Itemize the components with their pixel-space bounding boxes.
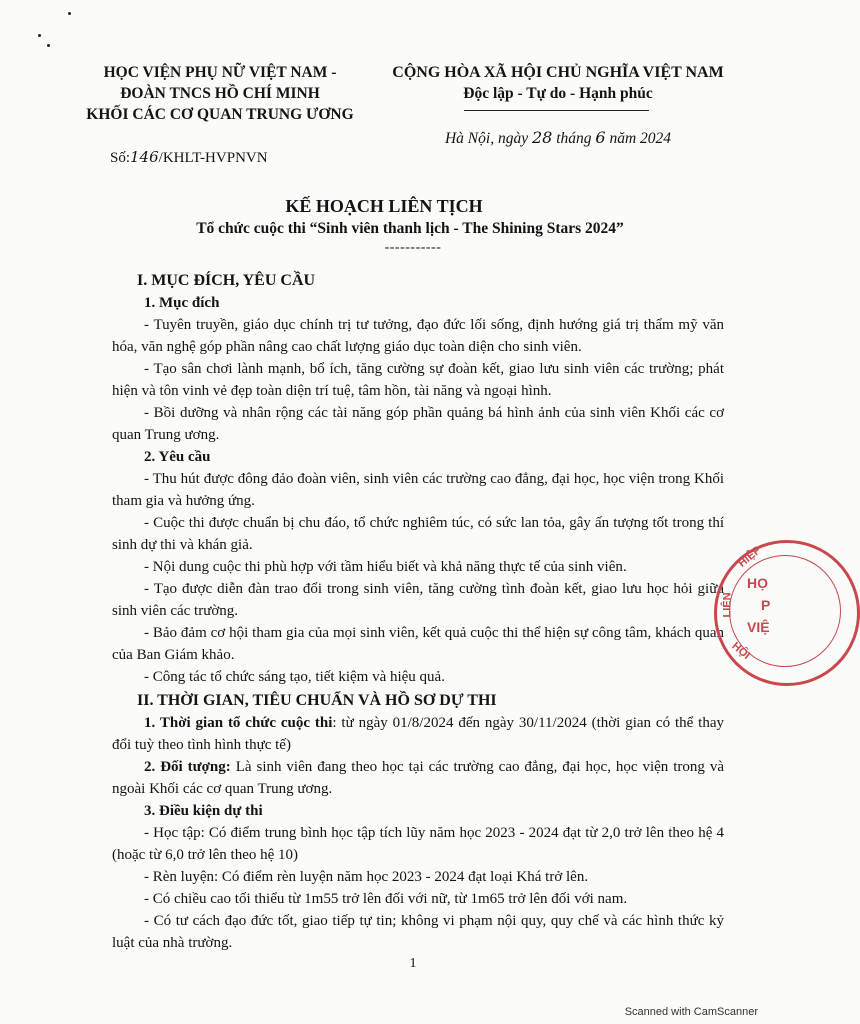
document-body xyxy=(112,268,724,954)
number-handwritten: 146 xyxy=(130,148,159,166)
date-pre: Hà Nội, ngày xyxy=(444,130,532,147)
paragraph: - Có tư cách đạo đức tốt, giao tiếp tự tin; không vi phạm nội quy, quy chế và các hình thức kỷ luật của nhà trường. xyxy=(112,913,724,951)
section-2-heading: II. THỜI GIAN, TIÊU CHUẨN VÀ HỒ SƠ DỰ THI xyxy=(137,692,497,709)
section-1-1-heading: 1. Mục đích xyxy=(144,295,220,311)
target-text: Là sinh viên đang theo học tại các trường cao đẳng, đại học, học viện trong và ngoài Khối các cơ quan Trung ương. xyxy=(112,759,725,797)
date-day: 28 xyxy=(531,128,553,147)
issuing-organization xyxy=(70,62,370,125)
date-mid: tháng xyxy=(552,130,596,147)
paragraph: - Công tác tổ chức sáng tạo, tiết kiệm và hiệu quả. xyxy=(144,669,445,685)
section-1-2-heading: 2. Yêu cầu xyxy=(144,449,211,465)
paragraph: - Có chiều cao tối thiểu từ 1m55 trở lên đối với nữ, từ 1m65 trở lên đối với nam. xyxy=(144,891,628,907)
country-name: CỘNG HÒA XÃ HỘI CHỦ NGHĨA VIỆT NAM xyxy=(392,64,724,81)
scanner-watermark: Scanned with CamScanner xyxy=(624,1006,758,1018)
national-heading xyxy=(368,62,748,104)
paragraph: - Nội dung cuộc thi phù hợp với tầm hiểu biết và khả năng thực tế của sinh viên. xyxy=(144,559,627,575)
seal-ring-top: HIỆP xyxy=(736,544,764,570)
seal-center-line-2: P xyxy=(761,597,771,613)
date-line xyxy=(368,128,748,148)
title-divider: ----------- xyxy=(384,240,442,255)
org-line-3: KHỐI CÁC CƠ QUAN TRUNG ƯƠNG xyxy=(86,106,354,123)
section-2-3-heading: 3. Điều kiện dự thi xyxy=(144,803,263,819)
page-number: 1 xyxy=(409,956,417,971)
number-prefix: Số: xyxy=(110,150,131,166)
paragraph-target xyxy=(112,756,724,800)
paragraph: - Cuộc thi được chuẩn bị chu đáo, tổ chức nghiêm túc, có sức lan tỏa, gây ấn tượng tốt trong thí sinh dự thi và khán giả. xyxy=(112,515,724,553)
target-label: 2. Đối tượng: xyxy=(144,759,231,775)
paragraph: - Học tập: Có điểm trung bình học tập tích lũy năm học 2023 - 2024 đạt từ 2,0 trở lên theo hệ 4 (hoặc từ 6,0 trở lên theo hệ 10) xyxy=(112,825,724,863)
official-seal-stamp xyxy=(714,540,860,686)
paragraph: - Tạo sân chơi lành mạnh, bổ ích, tăng cường sự đoàn kết, giao lưu sinh viên các trường; phát hiện và tôn vinh vẻ đẹp toàn diện trí tuệ, tâm hồn, tài năng và ngoại hình. xyxy=(112,361,724,399)
time-text: : từ ngày 01/8/2024 đến ngày 30/11/2024 (thời gian có thể thay đổi tuỳ theo tình hình thực tế) xyxy=(112,715,724,753)
motto-underline xyxy=(464,110,649,111)
paragraph-time xyxy=(112,712,724,756)
paragraph: - Bảo đảm cơ hội tham gia của mọi sinh viên, kết quả cuộc thi thể hiện sự công tâm, khách quan của Ban Giám khảo. xyxy=(112,625,724,663)
org-line-2: ĐOÀN TNCS HỒ CHÍ MINH xyxy=(120,85,320,102)
org-line-1: HỌC VIỆN PHỤ NỮ VIỆT NAM - xyxy=(103,64,337,81)
document-title: KẾ HOẠCH LIÊN TỊCH xyxy=(285,196,483,216)
seal-center-line-3: VIỆ xyxy=(747,619,770,635)
paragraph: - Rèn luyện: Có điểm rèn luyện năm học 2023 - 2024 đạt loại Khá trở lên. xyxy=(144,869,589,885)
paragraph: - Bồi dưỡng và nhân rộng các tài năng góp phần quảng bá hình ảnh của sinh viên Khối các cơ quan Trung ương. xyxy=(112,405,724,443)
date-post: năm 2024 xyxy=(605,130,672,147)
time-label: 1. Thời gian tổ chức cuộc thi xyxy=(144,715,333,731)
seal-ring-left: LIÊN xyxy=(721,592,734,618)
paragraph: - Thu hút được đông đảo đoàn viên, sinh viên các trường cao đẳng, đại học, học viện trong Khối tham gia và hưởng ứng. xyxy=(112,471,724,509)
section-1-heading: I. MỤC ĐÍCH, YÊU CẦU xyxy=(137,272,316,289)
document-subtitle: Tổ chức cuộc thi “Sinh viên thanh lịch - The Shining Stars 2024” xyxy=(196,220,624,237)
paragraph: - Tuyên truyền, giáo dục chính trị tư tưởng, đạo đức lối sống, định hướng giá trị thẩm mỹ văn hóa, văn nghệ góp phần nâng cao chất lượng giáo dục toàn diện cho sinh viên. xyxy=(112,317,724,355)
national-motto: Độc lập - Tự do - Hạnh phúc xyxy=(463,85,653,102)
paragraph: - Tạo được diễn đàn trao đổi trong sinh viên, tăng cường tình đoàn kết, giao lưu học hỏi giữa sinh viên các trường. xyxy=(112,581,724,619)
document-number xyxy=(110,148,268,167)
seal-center-line-1: HỌ xyxy=(747,575,768,591)
number-suffix: /KHLT-HVPNVN xyxy=(158,150,268,166)
date-month: 6 xyxy=(595,128,606,147)
seal-ring-bottom: HỘI xyxy=(729,640,753,662)
